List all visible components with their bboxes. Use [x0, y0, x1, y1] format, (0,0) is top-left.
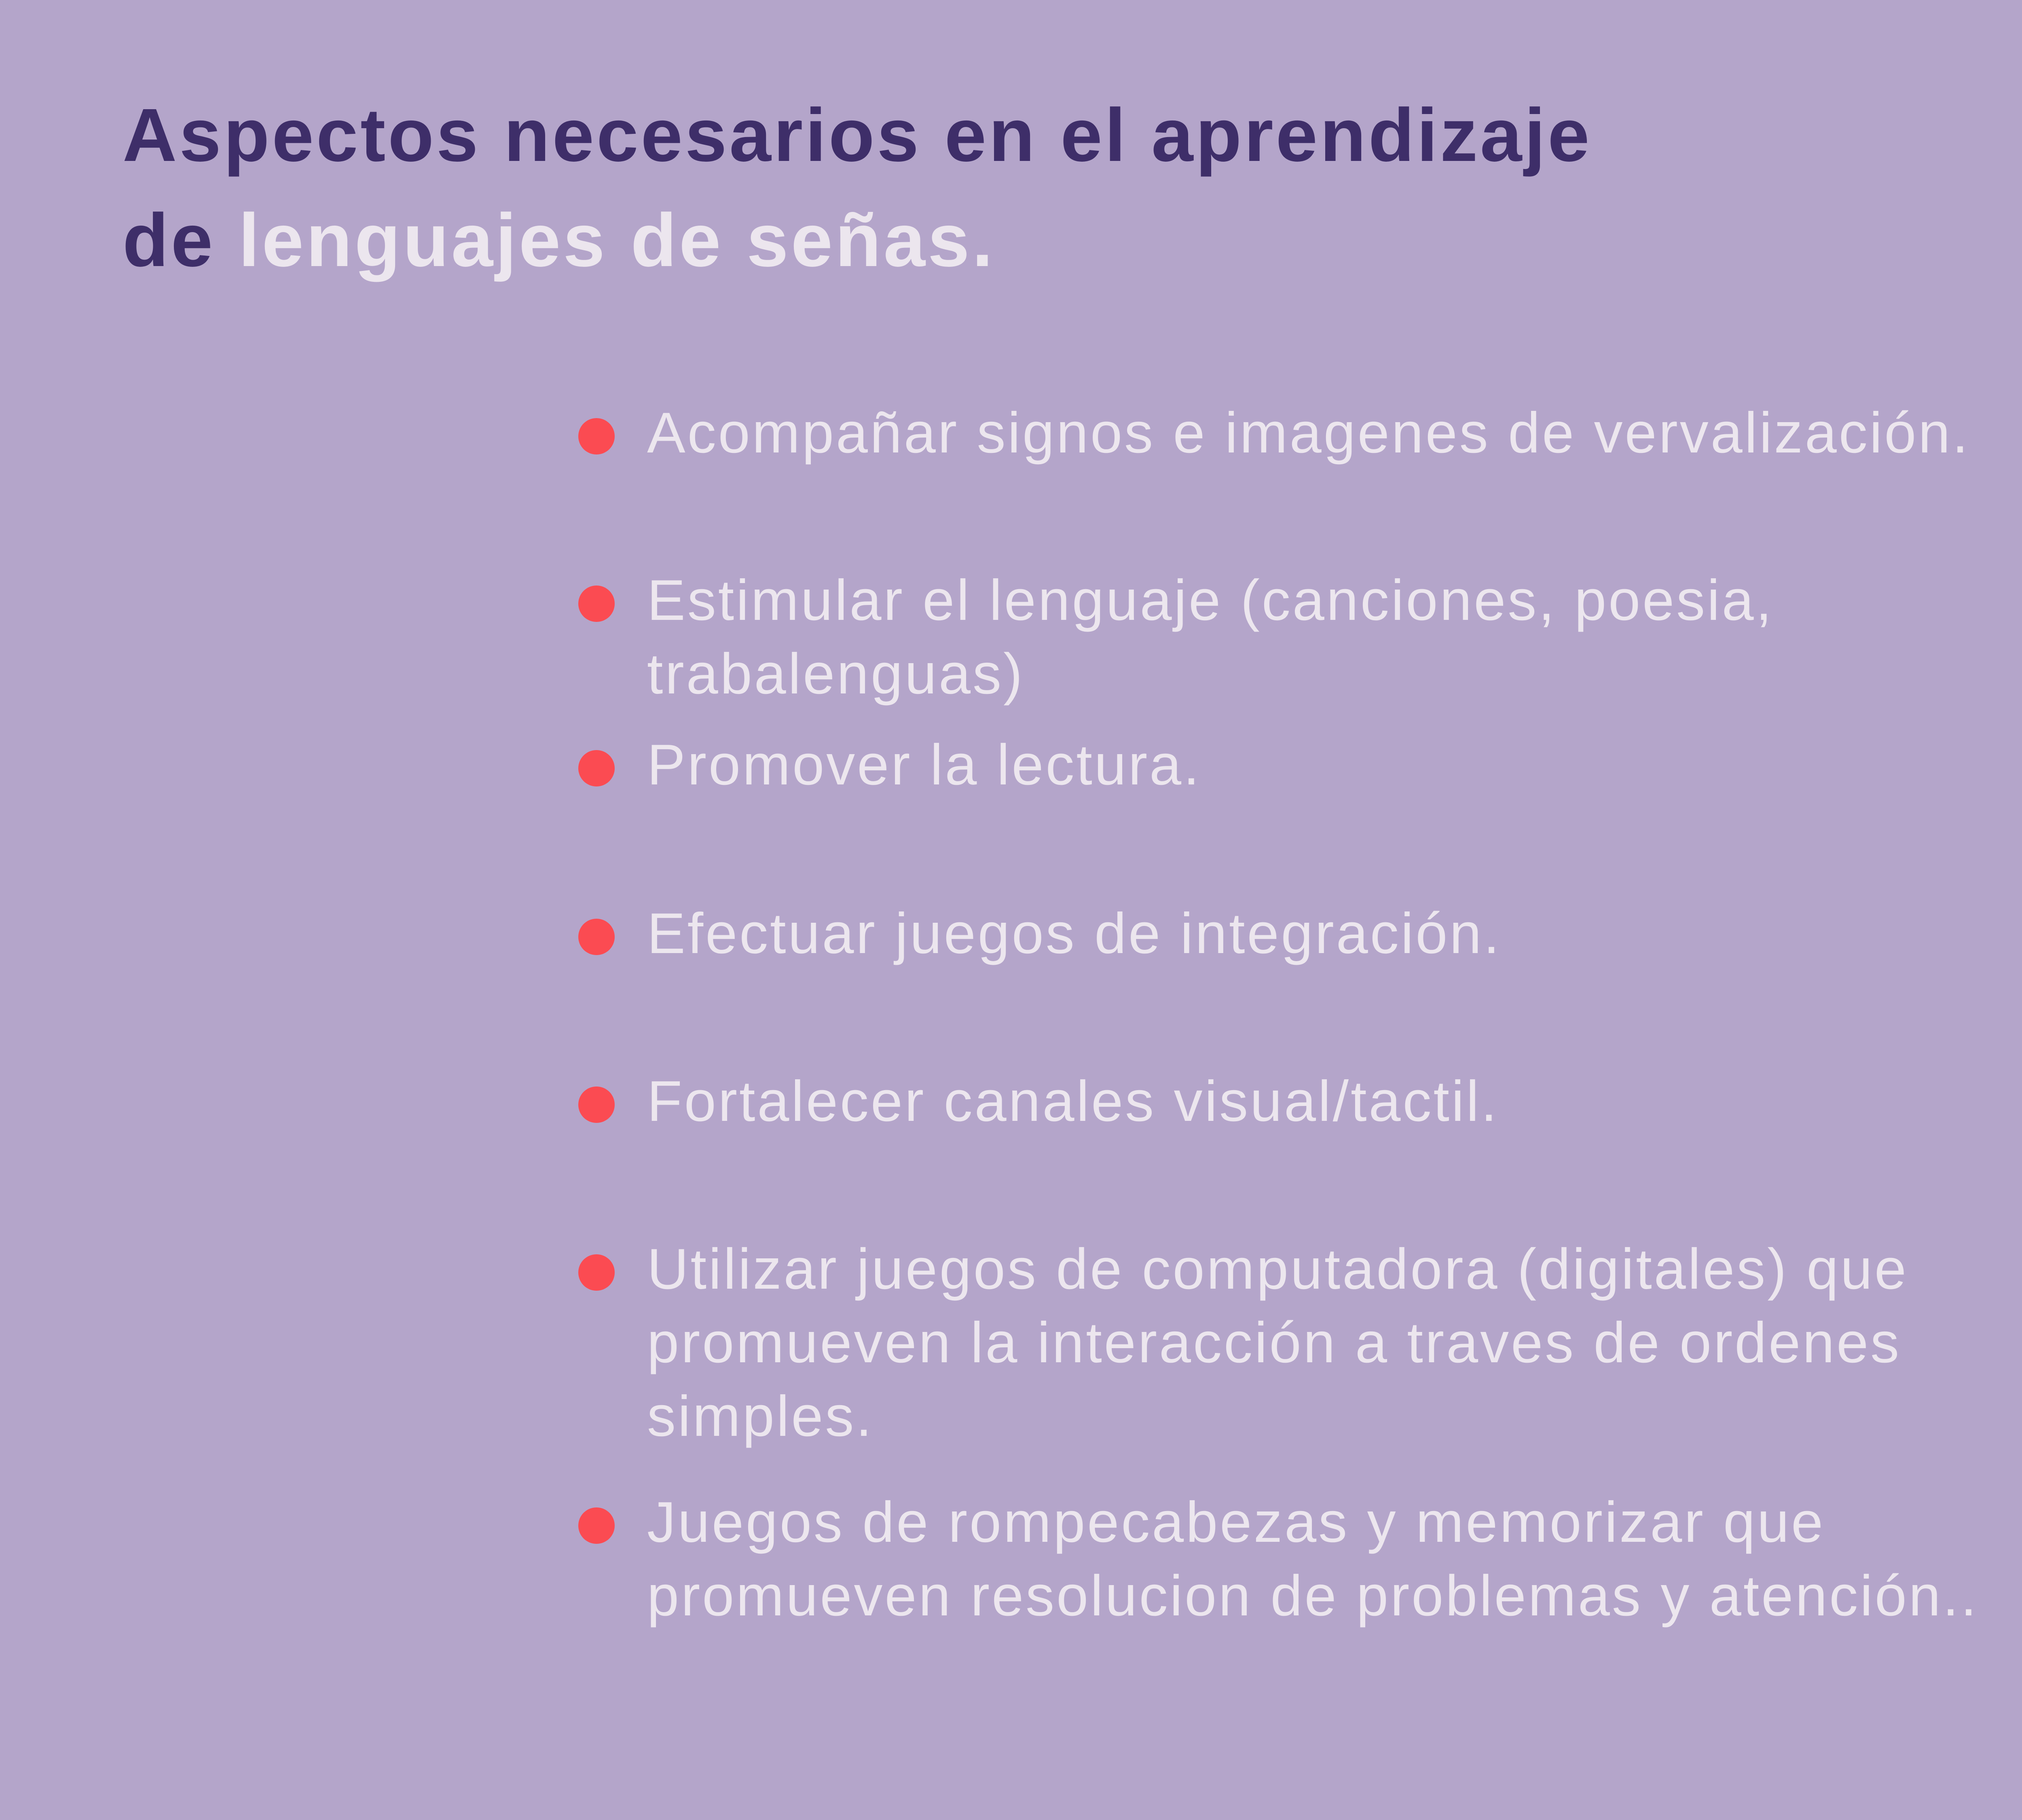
list-item-text: Estimular el lenguaje (canciones, poesia, trabalenguas): [647, 568, 1774, 706]
list-item-text: Promover la lectura.: [647, 733, 1201, 797]
list-item-text: Efectuar juegos de integración.: [647, 901, 1502, 966]
list-item-text: Acompañar signos e imagenes de vervalización.: [647, 401, 1970, 465]
bullet-dot-icon: [578, 586, 615, 622]
title-line-1: Aspectos necesarios en el aprendizaje: [123, 93, 1592, 177]
list-item-text: Utilizar juegos de computadora (digitales) que promueven la interacción a traves de ordenes simples.: [647, 1237, 1908, 1448]
title-line-2-highlight: lenguajes de señas.: [238, 199, 996, 282]
bullet-dot-icon: [578, 1254, 615, 1291]
list-item-text: Fortalecer canales visual/tactil.: [647, 1069, 1499, 1133]
title-line-2-dark: de: [123, 199, 239, 282]
bullet-dot-icon: [578, 750, 615, 786]
bullet-dot-icon: [578, 1507, 615, 1544]
page-title: [123, 83, 1592, 293]
bullet-dot-icon: [578, 919, 615, 955]
list-item-text: Juegos de rompecabezas y memorizar que promueven resolucion de problemas y atención..: [647, 1490, 1979, 1628]
bullet-dot-icon: [578, 418, 615, 454]
bullet-dot-icon: [578, 1087, 615, 1123]
title-line-2: [123, 188, 1592, 293]
